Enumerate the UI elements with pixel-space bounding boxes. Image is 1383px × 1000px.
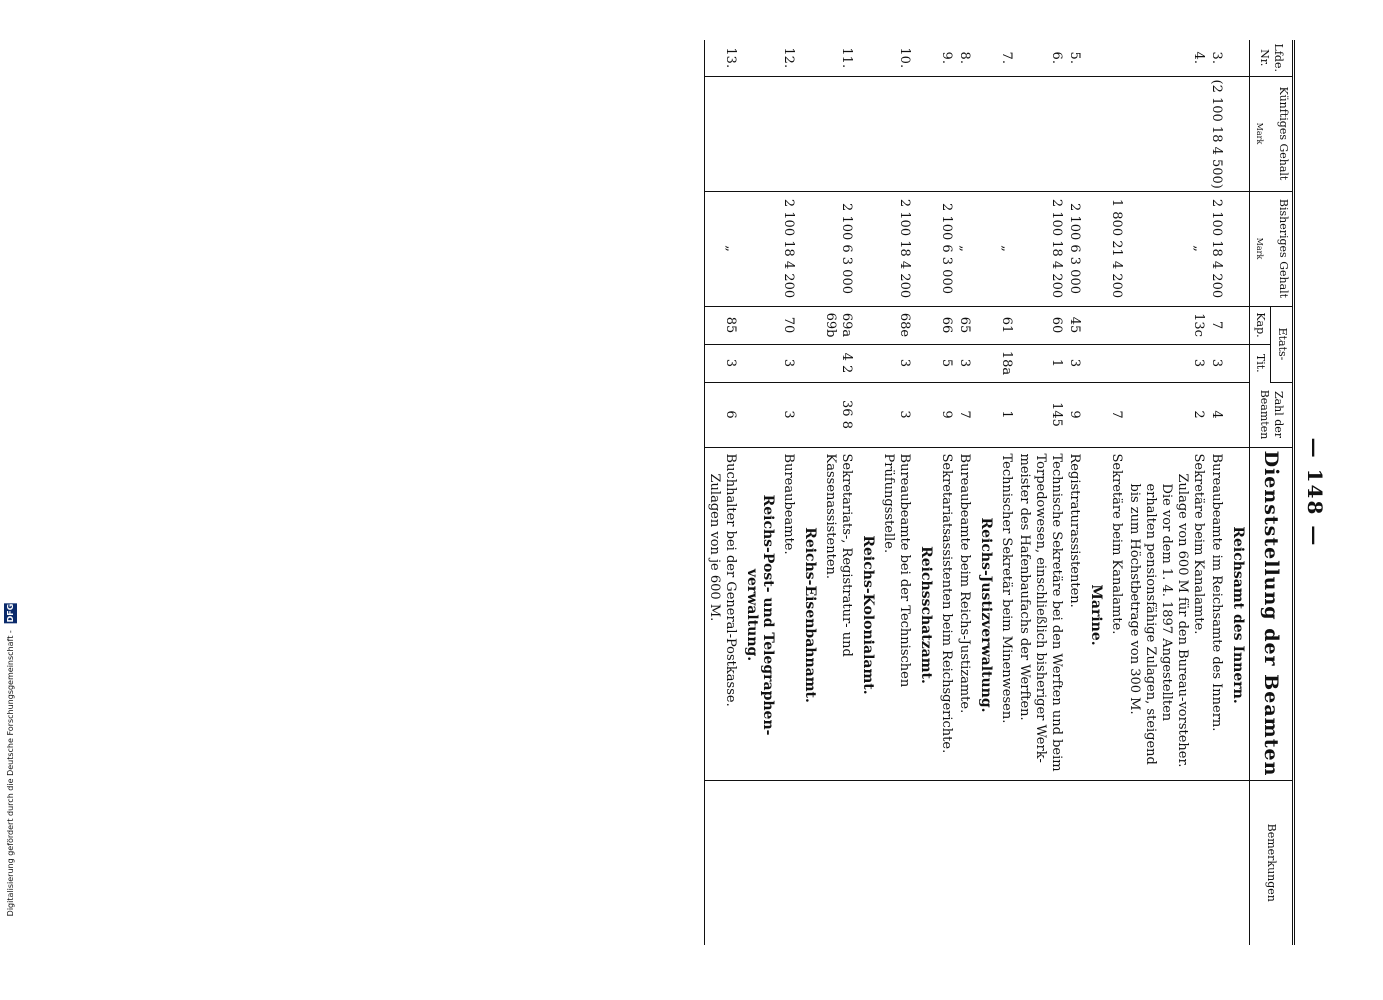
section-row-justiz bbox=[973, 40, 997, 945]
table-row bbox=[1107, 40, 1125, 945]
row-future-salary bbox=[1065, 76, 1083, 191]
row-count: 1 bbox=[997, 382, 1015, 447]
future-salary-unit: Mark bbox=[1255, 122, 1264, 145]
row-position: Bureaubeamte bei der Technischen Prüfungsstelle. bbox=[879, 447, 913, 780]
row-remarks bbox=[1207, 780, 1225, 945]
row-nr: 6. bbox=[1015, 40, 1065, 76]
header-row-1 bbox=[1271, 40, 1294, 945]
row-kap: 13c bbox=[1125, 306, 1207, 344]
row-remarks bbox=[955, 780, 973, 945]
row-nr: 9. bbox=[937, 40, 955, 76]
row-kap: 70 bbox=[779, 306, 797, 344]
section-row-kolonial bbox=[855, 40, 879, 945]
row-nr: 10. bbox=[879, 40, 913, 76]
row-tit: 5 bbox=[937, 344, 955, 382]
row-tit: 3 bbox=[1065, 344, 1083, 382]
section-title-kolonial: Reichs-Kolonialamt. bbox=[860, 535, 876, 695]
row-future-salary bbox=[937, 76, 955, 191]
row-nr: 5. bbox=[1065, 40, 1083, 76]
table-row bbox=[879, 40, 913, 945]
row-tit: 4 2 bbox=[821, 344, 855, 382]
row-previous-salary: 2 100 18 4 200 bbox=[1207, 191, 1225, 306]
row-tit: 3 bbox=[879, 344, 913, 382]
table-row bbox=[779, 40, 797, 945]
row-future-salary bbox=[1125, 76, 1207, 191]
row-position: Bureaubeamte im Reichsamte des Innern. bbox=[1207, 447, 1225, 780]
table-row bbox=[1015, 40, 1065, 945]
row-nr bbox=[1107, 40, 1125, 76]
row-remarks bbox=[1015, 780, 1065, 945]
col-etats-header: Etats- bbox=[1271, 306, 1294, 382]
row-kap: 68e bbox=[879, 306, 913, 344]
row-future-salary bbox=[821, 76, 855, 191]
row-tit: 3 bbox=[705, 344, 740, 382]
table-row bbox=[937, 40, 955, 945]
row-future-salary bbox=[879, 76, 913, 191]
row-remarks bbox=[1125, 780, 1207, 945]
section-row-eisenbahn bbox=[797, 40, 821, 945]
row-previous-salary: 2 100 6 3 000 bbox=[821, 191, 855, 306]
row-previous-salary: 1 800 21 4 200 bbox=[1107, 191, 1125, 306]
table-row bbox=[955, 40, 973, 945]
row-kap: 85 bbox=[705, 306, 740, 344]
row-position: Bureaubeamte beim Reichs-Justizamte. bbox=[955, 447, 973, 780]
row-position-note: Zulage von 600 M für den Bureau-vorsteher. bbox=[1175, 473, 1190, 768]
section-title-justiz: Reichs-Justizverwaltung. bbox=[978, 517, 994, 713]
col-future-salary-header bbox=[1250, 76, 1294, 191]
table-row bbox=[1125, 40, 1207, 945]
row-count: 7 bbox=[1107, 382, 1125, 447]
table-row bbox=[1207, 40, 1225, 945]
row-previous-salary: „ bbox=[705, 191, 740, 306]
row-future-salary bbox=[1107, 76, 1125, 191]
row-previous-salary: 2 100 18 4 200 bbox=[1015, 191, 1065, 306]
previous-salary-label: Bisheriges Gehalt bbox=[1277, 198, 1290, 299]
row-previous-salary: „ bbox=[1125, 191, 1207, 306]
future-salary-label: Künftiges Gehalt bbox=[1277, 86, 1290, 181]
section-title-marine: Marine. bbox=[1088, 584, 1104, 646]
row-previous-salary: „ bbox=[955, 191, 973, 306]
row-tit: 3 bbox=[955, 344, 973, 382]
row-kap: 61 bbox=[997, 306, 1015, 344]
row-count: 3 bbox=[779, 382, 797, 447]
row-nr: 13. bbox=[705, 40, 740, 76]
officials-table bbox=[704, 40, 1295, 945]
row-nr: 11. bbox=[821, 40, 855, 76]
row-previous-salary: 2 100 6 3 000 bbox=[1065, 191, 1083, 306]
row-future-salary bbox=[997, 76, 1015, 191]
row-kap: 65 bbox=[955, 306, 973, 344]
row-kap: 69a 69b bbox=[821, 306, 855, 344]
digitization-credit bbox=[4, 603, 17, 916]
section-row-post bbox=[739, 40, 779, 945]
dfg-logo: DFG bbox=[6, 604, 15, 623]
row-future-salary: (2 100 18 4 500) bbox=[1207, 76, 1225, 191]
table-row bbox=[997, 40, 1015, 945]
row-nr: 4. bbox=[1125, 40, 1207, 76]
row-remarks bbox=[779, 780, 797, 945]
section-title-innern: Reichsamt des Innern. bbox=[1230, 526, 1246, 704]
row-position: Sekretäre beim Kanalamte. bbox=[1107, 447, 1125, 780]
row-kap: 7 bbox=[1207, 306, 1225, 344]
row-position: Sekretariats-, Registratur- und Kassenassistenten. bbox=[821, 447, 855, 780]
row-remarks bbox=[997, 780, 1015, 945]
document-sheet bbox=[95, 40, 1327, 945]
row-future-salary bbox=[955, 76, 973, 191]
col-previous-salary-header bbox=[1250, 191, 1294, 306]
digitization-credit-text: Digitalisierung gefördert durch die Deutsche Forschungsgemeinschaft - bbox=[6, 630, 15, 917]
row-count: 2 bbox=[1125, 382, 1207, 447]
row-tit: 3 bbox=[779, 344, 797, 382]
row-nr: 3. bbox=[1207, 40, 1225, 76]
row-tit: 18a bbox=[997, 344, 1015, 382]
row-remarks bbox=[937, 780, 955, 945]
row-count: 36 8 bbox=[821, 382, 855, 447]
row-kap: 60 bbox=[1015, 306, 1065, 344]
row-count: 7 bbox=[955, 382, 973, 447]
row-tit: 3 bbox=[1125, 344, 1207, 382]
row-kap bbox=[1107, 306, 1125, 344]
row-position bbox=[1125, 447, 1207, 780]
row-tit: 3 bbox=[1207, 344, 1225, 382]
row-remarks bbox=[705, 780, 740, 945]
row-position-main: Buchhalter bei der General-Postkasse. bbox=[723, 453, 738, 707]
row-position: Bureaubeamte. bbox=[779, 447, 797, 780]
col-position-header: Dienststellung der Beamten bbox=[1250, 447, 1294, 780]
row-future-salary bbox=[1015, 76, 1065, 191]
previous-salary-unit: Mark bbox=[1255, 237, 1264, 260]
row-kap: 45 bbox=[1065, 306, 1083, 344]
table-row bbox=[705, 40, 740, 945]
col-nr-header: Lfde. Nr. bbox=[1250, 40, 1294, 76]
row-position: Registraturassistenten. bbox=[1065, 447, 1083, 780]
row-previous-salary: 2 100 6 3 000 bbox=[937, 191, 955, 306]
col-remarks-header: Bemerkungen bbox=[1250, 780, 1294, 945]
section-title-post: Reichs-Post- und Telegraphen-verwaltung. bbox=[744, 494, 776, 736]
row-position: Technischer Sekretär beim Minenwesen. bbox=[997, 447, 1015, 780]
row-position-main: Sekretäre beim Kanalamte. bbox=[1191, 453, 1206, 635]
row-nr: 12. bbox=[779, 40, 797, 76]
row-previous-salary: 2 100 18 4 200 bbox=[879, 191, 913, 306]
row-count: 3 bbox=[879, 382, 913, 447]
section-title-schatz: Reichsschatzamt. bbox=[918, 546, 934, 684]
row-position bbox=[705, 447, 740, 780]
section-row-schatz bbox=[913, 40, 937, 945]
row-position: Sekretariatsassistenten beim Reichsgerichte. bbox=[937, 447, 955, 780]
row-nr: 8. bbox=[955, 40, 973, 76]
row-previous-salary: „ bbox=[997, 191, 1015, 306]
row-position-note: Die vor dem 1. 4. 1897 Angestellten erhalten pensionsfähige Zulagen, steigend bis zum Höchstbetrage von 300 M. bbox=[1127, 483, 1174, 765]
col-kap-header: Kap. bbox=[1250, 306, 1271, 344]
row-count: 9 bbox=[937, 382, 955, 447]
row-tit bbox=[1107, 344, 1125, 382]
section-row-marine bbox=[1083, 40, 1107, 945]
row-remarks bbox=[879, 780, 913, 945]
row-count: 6 bbox=[705, 382, 740, 447]
row-count: 9 bbox=[1065, 382, 1083, 447]
table-row bbox=[1065, 40, 1083, 945]
row-kap: 66 bbox=[937, 306, 955, 344]
row-previous-salary: 2 100 18 4 200 bbox=[779, 191, 797, 306]
row-remarks bbox=[1107, 780, 1125, 945]
section-title-eisenbahn: Reichs-Eisenbahnamt. bbox=[802, 527, 818, 703]
row-position: Technische Sekretäre bei den Werften und beim Torpedowesen, einschließlich bisheriger Werk-meister des Hafenbaufachs der Werften. bbox=[1015, 447, 1065, 780]
section-row-innern bbox=[1225, 40, 1250, 945]
col-tit-header: Tit. bbox=[1250, 344, 1271, 382]
row-remarks bbox=[821, 780, 855, 945]
table-row bbox=[821, 40, 855, 945]
page-number: — 148 — bbox=[1303, 437, 1327, 548]
row-nr: 7. bbox=[997, 40, 1015, 76]
row-count: 145 bbox=[1015, 382, 1065, 447]
row-tit: 1 bbox=[1015, 344, 1065, 382]
row-future-salary bbox=[779, 76, 797, 191]
row-future-salary bbox=[705, 76, 740, 191]
row-count: 4 bbox=[1207, 382, 1225, 447]
row-position-note: Zulagen von je 600 M. bbox=[707, 473, 722, 622]
row-remarks bbox=[1065, 780, 1083, 945]
col-count-header: Zahl der Beamten bbox=[1250, 382, 1294, 447]
